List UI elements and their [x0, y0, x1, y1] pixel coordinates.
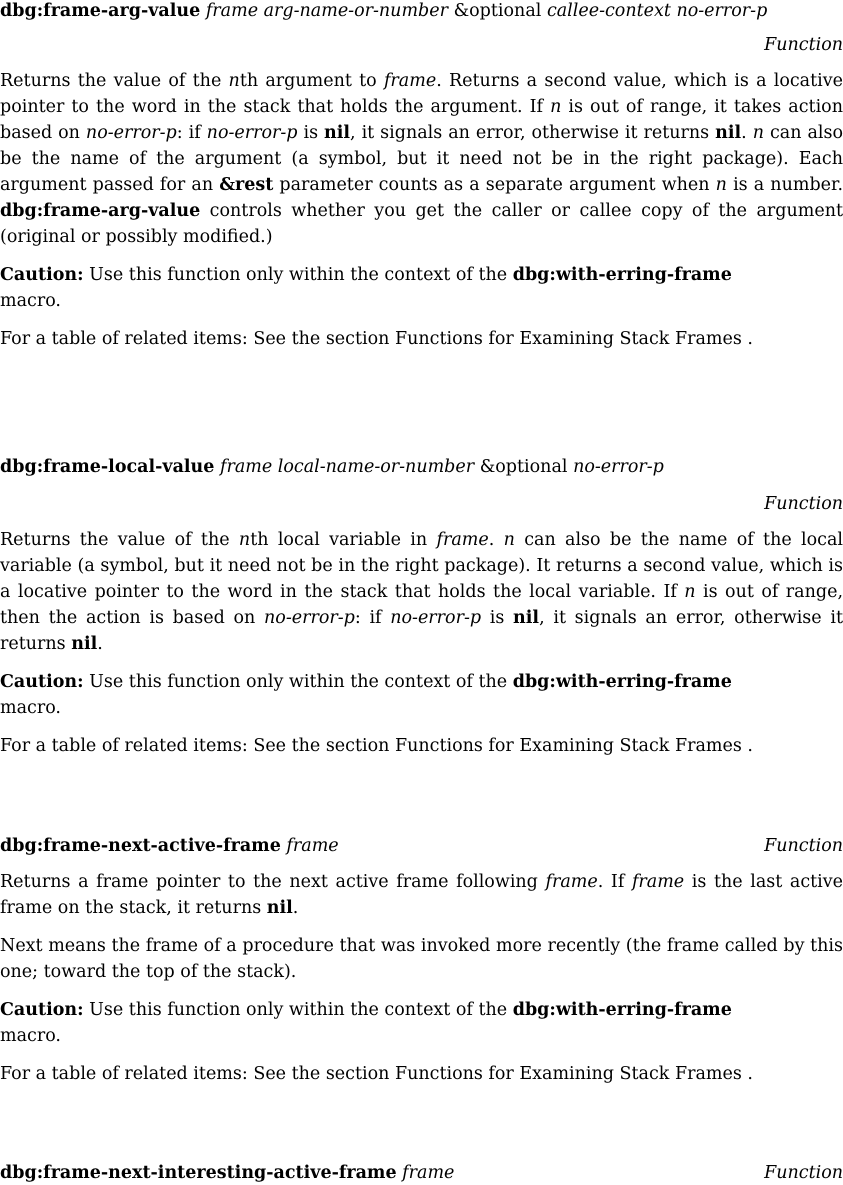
caution-paragraph: Caution: Use this function only within the context of the dbg:with-erring-frame macro.: [0, 1000, 732, 1046]
function-name: dbg:frame-next-active-frame: [0, 836, 281, 856]
entry-frame-arg-value: [0, 0, 843, 352]
note-paragraph: Next means the frame of a procedure that was invoked more recently (the frame called by this one; toward the top of the stack).: [0, 936, 843, 982]
description-paragraph: Returns the value of the nth local variable in frame. n can also be the name of the local variable (a symbol, but it need not be in the right package). It returns a second value, which is a locative pointer to the word in the stack that holds the local variable. If n is out of range, then the action is based on no-error-p: if no-error-p is nil, it signals an error, otherwise it returns nil.: [0, 530, 843, 654]
function-name: dbg:frame-next-interesting-active-frame: [0, 1163, 397, 1183]
function-args: frame: [286, 836, 339, 856]
caution-macro: dbg:with-erring-frame: [512, 672, 732, 692]
function-args: frame local-name-or-number: [220, 457, 475, 477]
function-name: dbg:frame-local-value: [0, 457, 215, 477]
function-name: dbg:frame-arg-value: [0, 1, 201, 21]
function-type-label: Function: [764, 836, 843, 856]
caution-label: Caution:: [0, 265, 84, 285]
function-args: frame arg-name-or-number: [205, 1, 448, 21]
optional-keyword: &optional: [479, 457, 568, 477]
caution-macro: dbg:with-erring-frame: [512, 265, 732, 285]
caution-label: Caution:: [0, 672, 84, 692]
function-type-label: Function: [764, 1163, 843, 1183]
caution-paragraph: Caution: Use this function only within the context of the dbg:with-erring-frame macro.: [0, 672, 732, 718]
function-type-label: Function: [764, 494, 843, 514]
function-type-label: Function: [764, 35, 843, 55]
function-signature: [0, 456, 843, 478]
optional-args: callee-context no-error-p: [546, 1, 768, 21]
description-paragraph: Returns the value of the nth argument to frame. Returns a second value, which is a locative pointer to the word in the stack that holds the argument. If n is out of range, it takes action based on no-error-p: if no-error-p is nil, it signals an error, otherwise it returns nil. n can also be the name of the argument (a symbol, but it need not be in the right package). Each argument passed for an &rest parameter counts as a separate argument when n is a number. dbg:frame-arg-value controls whether you get the caller or callee copy of the argument (original or possibly modified.): [0, 71, 843, 247]
function-signature: [0, 1162, 843, 1184]
entry-frame-next-interesting-active-frame: [0, 1162, 843, 1184]
caution-paragraph: Caution: Use this function only within the context of the dbg:with-erring-frame macro.: [0, 265, 732, 311]
function-signature: [0, 835, 843, 857]
description-paragraph: Returns a frame pointer to the next active frame following frame. If frame is the last active frame on the stack, it returns nil.: [0, 872, 843, 918]
caution-macro: dbg:with-erring-frame: [512, 1000, 732, 1020]
related-items-paragraph: For a table of related items: See the section Functions for Examining Stack Frames .: [0, 1064, 753, 1084]
related-items-paragraph: For a table of related items: See the section Functions for Examining Stack Frames .: [0, 329, 753, 349]
entry-frame-local-value: [0, 456, 843, 759]
related-items-paragraph: For a table of related items: See the section Functions for Examining Stack Frames .: [0, 736, 753, 756]
entry-frame-next-active-frame: [0, 835, 843, 1087]
optional-args: no-error-p: [573, 457, 664, 477]
caution-label: Caution:: [0, 1000, 84, 1020]
optional-keyword: &optional: [453, 1, 542, 21]
function-args: frame: [402, 1163, 455, 1183]
function-signature: [0, 0, 843, 22]
